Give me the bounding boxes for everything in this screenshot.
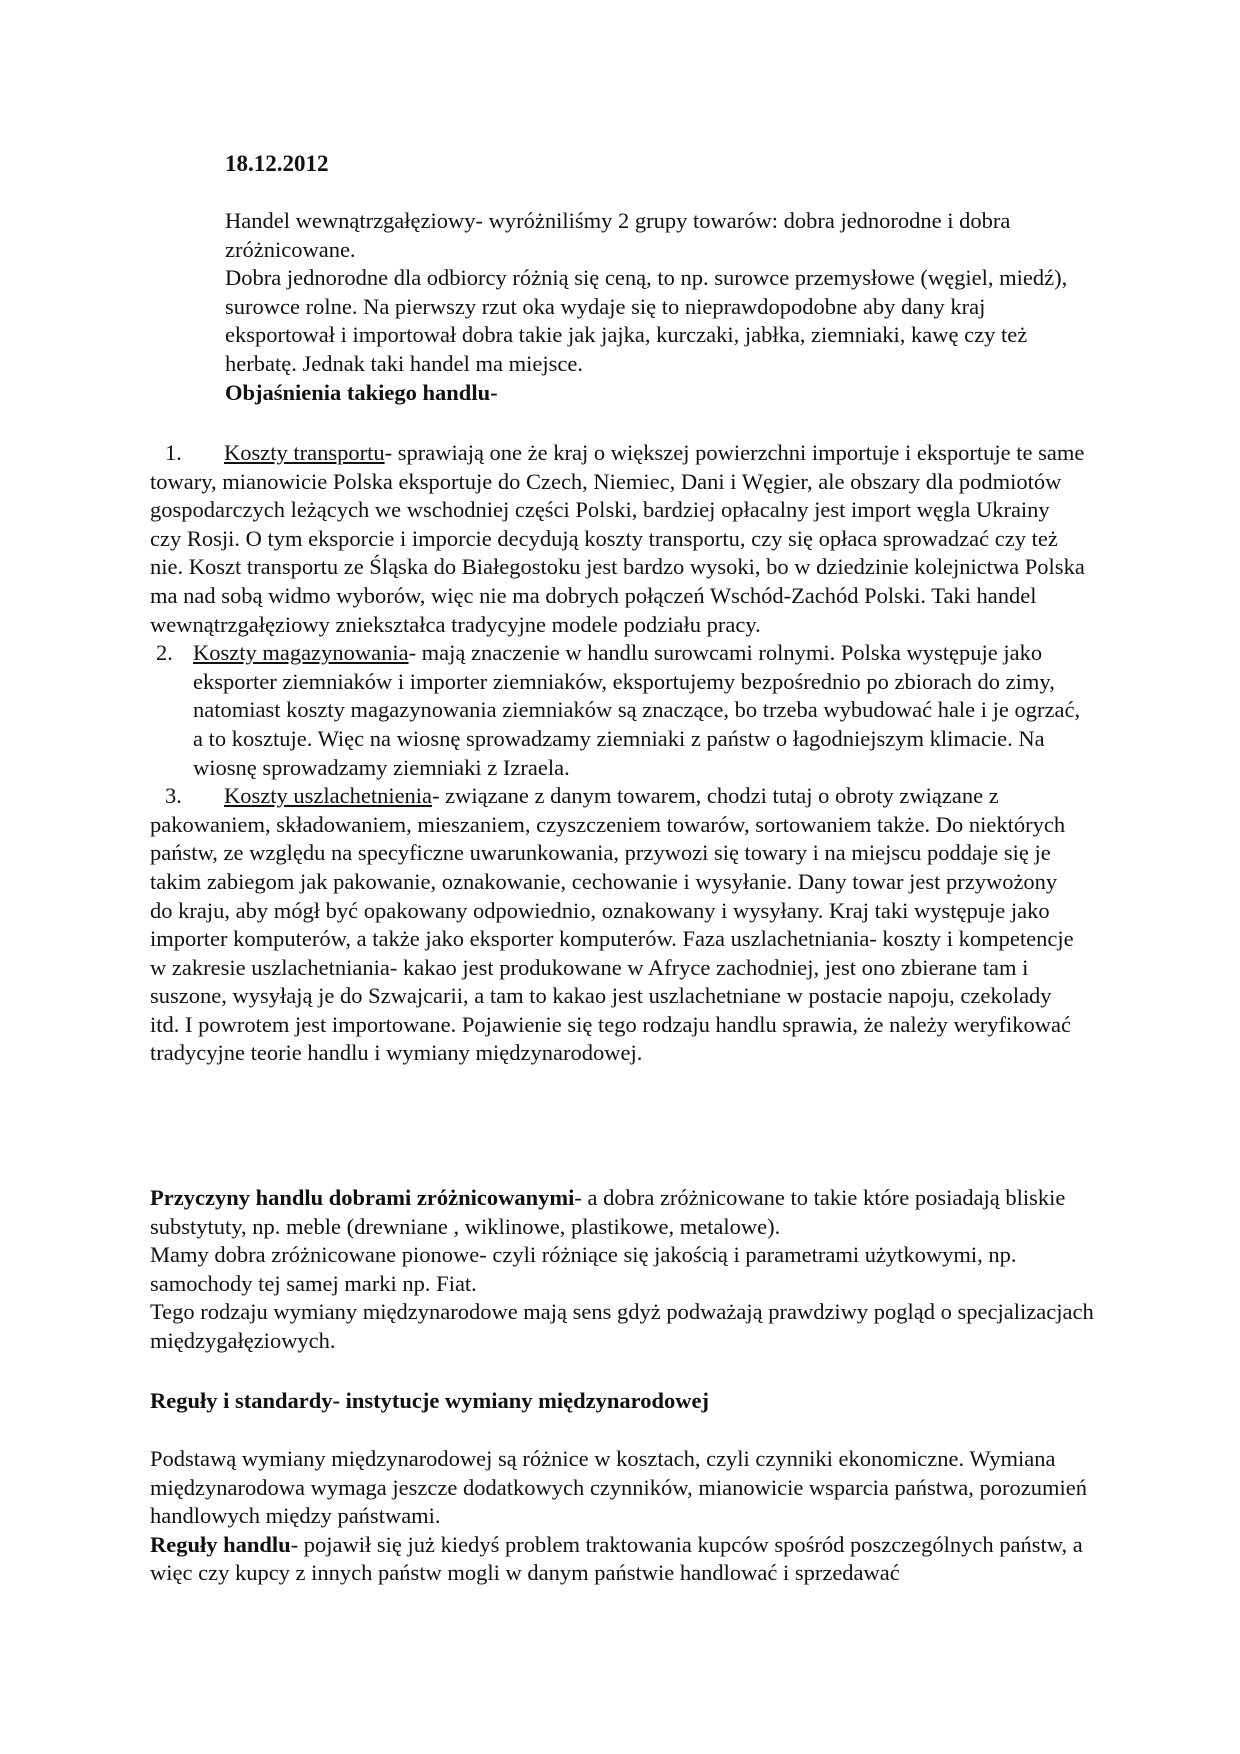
intro-heading: Objaśnienia takiego handlu- [225,379,498,405]
list-item [150,782,1085,1068]
list-item-number: 3. [165,783,182,809]
section-paragraph: Podstawą wymiany międzynarodowej są różnice w kosztach, czyli czynniki ekonomiczne. Wymiana międzynarodowa wymaga jeszcze dodatkowych czynników, mianowicie wsparcia państwa, porozumień handlowych między państwami. [150,1446,1087,1529]
section-heading-rules: Reguły i standardy- instytucje wymiany międzynarodowej [150,1388,709,1413]
list-item [150,439,1085,639]
list-item-number: 1. [165,440,182,465]
document-date: 18.12.2012 [225,151,329,176]
list-item-title: Koszty uszlachetnienia [224,783,433,809]
intro-paragraph-2: Dobra jednorodne dla odbiorcy różnią się ceną, to np. surowce przemysłowe (węgiel, miedź), surowce rolne. Na pierwszy rzut oka wydaje się to nieprawdopodobne aby dany kraj eksportował i importował dobra takie jak jajka, kurczaki, jabłka, ziemniaki, kawę czy też herbatę. Jednak taki handel ma miejsce. [225,265,1068,376]
list-item-title: Koszty magazynowania [193,640,409,666]
list-item-text [193,639,1085,782]
list-item-body: - mają znaczenie w handlu surowcami rolnymi. Polska występuje jako eksporter ziemniaków i importer ziemniaków, eksportujemy bezpośrednio po zbiorach do zimy, natomiast koszty magazynowania ziemniaków są znaczące, bo trzeba wybudować hale i je ogrzać, a to kosztuje. Więc na wiosnę sprowadzamy ziemniaki z państw o łagodniejszym klimacie. Na wiosnę sprowadzamy ziemniaki z Izraela. [193,640,1081,780]
intro-section [225,207,1085,407]
section-paragraph: Tego rodzaju wymiany międzynarodowe mają sens gdyż podważają prawdziwy pogląd o specjalizacjach międzygałęziowych. [150,1299,1094,1353]
list-item-text [150,439,1085,639]
list-item-text [150,782,1085,1068]
list-item-number: 2. [156,640,173,666]
section-rules [150,1445,1095,1588]
section-paragraph [150,1531,1095,1588]
list-item-body: - związane z danym towarem, chodzi tutaj o obroty związane z pakowaniem, składowaniem, mieszaniem, czyszczeniem towarów, sortowaniem także. Do niektórych państw, ze względu na specyficzne uwarunkowania, przywozi się towary i na miejscu poddaje się je takim zabiegom jak pakowanie, oznakowanie, cechowanie i wysyłanie. Dany towar jest przywożony do kraju, aby mógł być opakowany odpowiednio, oznakowany i wysyłany. Kraj taki występuje jako importer komputerów, a także jako eksporter komputerów. Faza uszlachetniania- koszty i kompetencje w zakresie uszlachetniania- kakao jest produkowane w Afryce zachodniej, jest ono zbierane tam i suszone, wysyłają je do Szwajcarii, a tam to kakao jest uszlachetniane w postacie napoju, czekolady itd. I powrotem jest importowane. Pojawienie się tego rodzaju handlu sprawia, że należy weryfikować tradycyjne teorie handlu i wymiany międzynarodowej. [150,783,1074,1066]
intro-paragraph-1: Handel wewnątrzgałęziowy- wyróżniliśmy 2 grupy towarów: dobra jednorodne i dobra zróżnicowane. [225,208,1011,262]
section-paragraph: Mamy dobra zróżnicowane pionowe- czyli różniące się jakością i parametrami użytkowymi, np. samochody tej samej marki np. Fiat. [150,1242,1017,1296]
numbered-list [150,439,1085,1068]
list-item [150,639,1085,782]
rules-label: Reguły handlu [150,1531,291,1557]
list-item-title: Koszty transportu [224,440,385,465]
rules-text: - pojawił się już kiedyś problem traktowania kupców spośród poszczególnych państw, a więc czy kupcy z innych państw mogli w danym państwie handlować i sprzedawać [150,1531,1083,1586]
section-differentiated-goods [150,1184,1095,1356]
list-item-body: - sprawiają one że kraj o większej powierzchni importuje i eksportuje te same towary, mianowicie Polska eksportuje do Czech, Niemiec, Dani i Węgier, ale obszary dla podmiotów gospodarczych leżących we wschodniej części Polski, bardziej opłacalny jest import węgla Ukrainy czy Rosji. O tym eksporcie i imporcie decydują koszty transportu, czy się opłaca sprowadzać czy też nie. Koszt transportu ze Śląska do Białegostoku jest bardzo wysoki, bo w dziedzinie kolejnictwa Polska ma nad sobą widmo wyborów, więc nie ma dobrych połączeń Wschód-Zachód Polski. Taki handel wewnątrzgałęziowy zniekształca tradycyjne modele podziału pracy. [150,440,1085,637]
section-heading: Przyczyny handlu dobrami zróżnicowanymi [150,1185,575,1210]
section-paragraph [150,1184,1095,1241]
section-text: - a dobra zróżnicowane to takie które posiadają bliskie substytuty, np. meble (drewniane , wiklinowe, plastikowe, metalowe). [150,1185,1066,1239]
